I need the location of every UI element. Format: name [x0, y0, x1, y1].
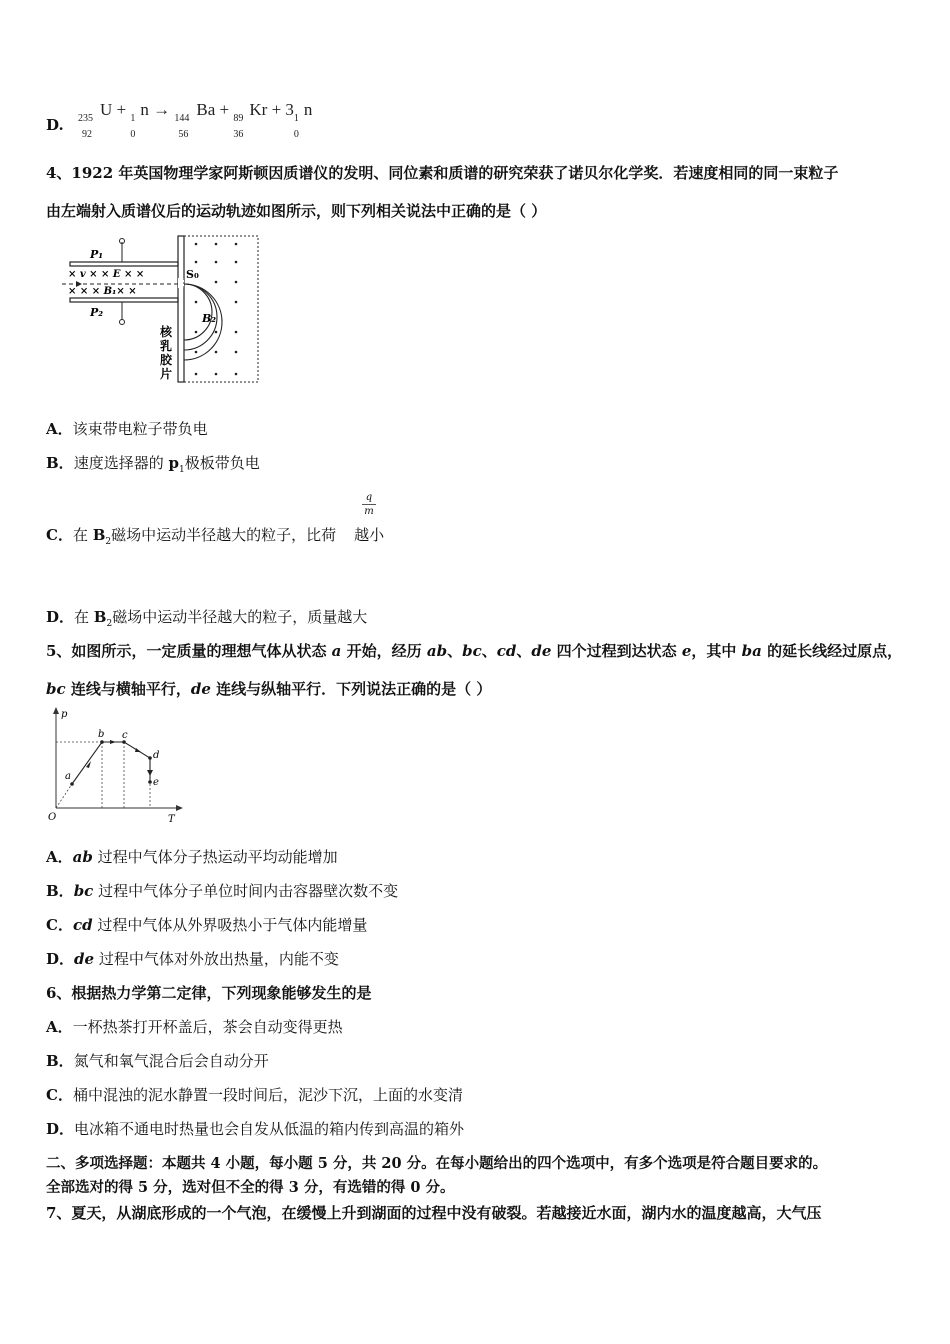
q4-stem-line2: 由左端射入质谱仪后的运动轨迹如图所示，则下列相关说法中正确的是（ ） — [46, 202, 547, 220]
charge-mass-fraction — [362, 492, 376, 517]
option-text: 过程中气体从外界吸热小于气体内能增量 — [92, 916, 368, 934]
option-text-post: 磁场中运动半径越大的粒子，质量越大 — [112, 608, 368, 626]
option-key: A． — [46, 1018, 73, 1036]
option-text: 一杯热茶打开杯盖后，茶会自动变得更热 — [72, 1018, 343, 1036]
q4-option-b[interactable] — [46, 452, 260, 475]
coefficient: 3 — [285, 100, 294, 119]
option-text: 电冰箱不通电时热量也会自发从低温的箱内传到高温的箱外 — [74, 1120, 465, 1138]
film-label-2: 乳 — [160, 339, 173, 353]
plus-sign: + — [271, 100, 282, 119]
q6-option-a[interactable] — [46, 1016, 343, 1037]
q4-option-a[interactable] — [46, 418, 208, 439]
option-var: de — [74, 950, 95, 968]
plus-sign: + — [116, 100, 127, 119]
u-charge: 92 — [82, 129, 92, 140]
field-b2-region — [184, 236, 258, 382]
q3-option-d-label: D. — [46, 116, 64, 134]
label-d: d — [153, 750, 160, 761]
option-key: A． — [46, 420, 73, 438]
option-text: 桶中混浊的泥水静置一段时间后，泥沙下沉，上面的水变清 — [72, 1086, 463, 1104]
label-a: a — [65, 771, 71, 782]
plate-p2 — [70, 298, 178, 302]
kr-charge: 36 — [233, 129, 244, 140]
q4-option-c[interactable] — [46, 524, 384, 547]
fission-equation — [78, 100, 313, 140]
field-symbol: B — [93, 608, 107, 626]
label-p1: P₁ — [90, 248, 104, 261]
text-segment: 开始，经历 — [341, 642, 427, 660]
sep: 、 — [481, 642, 497, 660]
option-text: 过程中气体对外放出热量，内能不变 — [94, 950, 339, 968]
option-key: D． — [46, 950, 75, 968]
fraction-numerator: q — [365, 492, 373, 503]
plate-subscript: 1 — [178, 465, 185, 475]
q5-option-b[interactable] — [46, 880, 398, 901]
option-var: bc — [73, 882, 94, 900]
label-p: p — [61, 709, 68, 720]
section2-heading-line1: 二、多项选择题：本题共 4 小题，每小题 5 分，共 20 分。在每小题给出的四个选项中，有多个选项是符合题目要求的。 — [46, 1155, 828, 1172]
label-e: e — [153, 777, 159, 788]
var-de: de — [190, 680, 211, 698]
film-label-4: 片 — [160, 367, 173, 381]
q5-stem-line1 — [46, 640, 902, 661]
option-var: cd — [72, 916, 93, 934]
option-text-post: 越小 — [354, 526, 385, 544]
option-text-pre: 在 — [72, 526, 93, 544]
q5-option-c[interactable] — [46, 914, 367, 935]
var-e: e — [681, 642, 692, 660]
option-text: 过程中气体分子单位时间内击容器壁次数不变 — [93, 882, 399, 900]
option-key: C． — [46, 1086, 73, 1104]
text-segment: 的延长线经过原点， — [761, 642, 903, 660]
var-ba: ba — [741, 642, 762, 660]
u-symbol: U — [100, 100, 113, 119]
field-row2: × × × B₁× × — [68, 286, 137, 297]
film-plate — [178, 236, 184, 382]
text-segment: 5、如图所示，一定质量的理想气体从状态 — [46, 642, 332, 660]
field-subscript: 2 — [106, 619, 113, 629]
option-key: D． — [46, 608, 75, 626]
option-text-pre: 在 — [74, 608, 94, 626]
n1-symbol: n — [140, 100, 149, 119]
label-b: b — [98, 729, 105, 740]
ba-mass: 144 — [174, 113, 190, 124]
section2-heading-line2: 全部选对的得 5 分，选对但不全的得 3 分，有选错的得 0 分。 — [46, 1179, 455, 1196]
var-a: a — [331, 642, 342, 660]
film-label-1: 核 — [160, 325, 173, 339]
var-de: de — [531, 642, 552, 660]
ba-charge: 56 — [178, 129, 189, 140]
field-row1: × v × × E × × — [68, 269, 145, 280]
kr-symbol: Kr — [249, 100, 268, 119]
option-key: B． — [46, 882, 74, 900]
n1-mass: 1 — [130, 113, 136, 124]
text-segment: 连线与横轴平行， — [65, 680, 191, 698]
n1-charge: 0 — [130, 129, 136, 140]
u-mass: 235 — [78, 113, 93, 124]
var-bc: bc — [462, 642, 482, 660]
kr-mass: 89 — [233, 113, 244, 124]
label-c: c — [122, 730, 128, 741]
n2-symbol: n — [303, 100, 313, 119]
q6-option-c[interactable] — [46, 1084, 463, 1105]
label-p2: P₂ — [90, 306, 104, 319]
option-text-pre: 速度选择器的 — [73, 454, 169, 472]
field-symbol: B — [92, 526, 106, 544]
q7-stem-line1: 7、夏天，从湖底形成的一个气泡，在缓慢上升到湖面的过程中没有破裂。若越接近水面，湖内水的温度越高，大气压 — [46, 1204, 822, 1222]
field-subscript: 2 — [105, 537, 112, 547]
option-key: B． — [46, 454, 74, 472]
q5-option-a[interactable] — [46, 846, 338, 867]
p-t-graph — [44, 706, 186, 826]
label-T: T — [168, 814, 175, 825]
q6-option-b[interactable] — [46, 1050, 269, 1071]
q5-stem-line2 — [46, 678, 491, 699]
q5-option-d[interactable] — [46, 948, 339, 969]
option-var: ab — [72, 848, 93, 866]
label-b2: B₂ — [202, 312, 217, 325]
sep: 、 — [447, 642, 463, 660]
ba-symbol: Ba — [196, 100, 216, 119]
var-ab: ab — [426, 642, 448, 660]
option-text: 氮气和氧气混合后会自动分开 — [73, 1052, 269, 1070]
process-path — [72, 742, 150, 784]
option-text: 过程中气体分子热运动平均动能增加 — [92, 848, 338, 866]
option-key: A． — [46, 848, 73, 866]
n2-mass: 1 — [293, 113, 299, 124]
text-segment: 连线与纵轴平行．下列说法正确的是（ ） — [210, 680, 492, 698]
option-text: 该束带电粒子带负电 — [72, 420, 208, 438]
n2-charge: 0 — [293, 129, 299, 140]
q4-stem-line1: 4、1922 年英国物理学家阿斯顿因质谱仪的发明、同位素和质谱的研究荣获了诺贝尔化学奖．若速度相同的同一束粒子 — [46, 164, 839, 182]
arrow: → — [153, 100, 171, 119]
option-text-post: 极板带负电 — [184, 454, 260, 472]
var-bc: bc — [46, 680, 66, 698]
fraction-denominator: m — [364, 506, 374, 517]
option-key: C． — [46, 916, 73, 934]
var-cd: cd — [496, 642, 517, 660]
q4-option-d[interactable] — [46, 606, 367, 629]
plate-p1 — [70, 262, 178, 266]
option-key: C． — [46, 526, 73, 544]
option-text-mid: 磁场中运动半径越大的粒子，比荷 — [111, 526, 337, 544]
mass-spectrometer-figure — [62, 232, 262, 384]
q6-stem: 6、根据热力学第二定律，下列现象能够发生的是 — [46, 984, 372, 1002]
label-O: O — [48, 812, 57, 823]
film-label-3: 胶 — [160, 353, 173, 367]
plus-sign: + — [219, 100, 230, 119]
option-key: D． — [46, 1120, 75, 1138]
plate-symbol: p — [168, 454, 179, 472]
option-key: B． — [46, 1052, 74, 1070]
sep: 、 — [516, 642, 532, 660]
text-segment: ，其中 — [691, 642, 742, 660]
label-s0: S₀ — [186, 268, 199, 281]
q6-option-d[interactable] — [46, 1118, 464, 1139]
text-segment: 四个过程到达状态 — [551, 642, 682, 660]
